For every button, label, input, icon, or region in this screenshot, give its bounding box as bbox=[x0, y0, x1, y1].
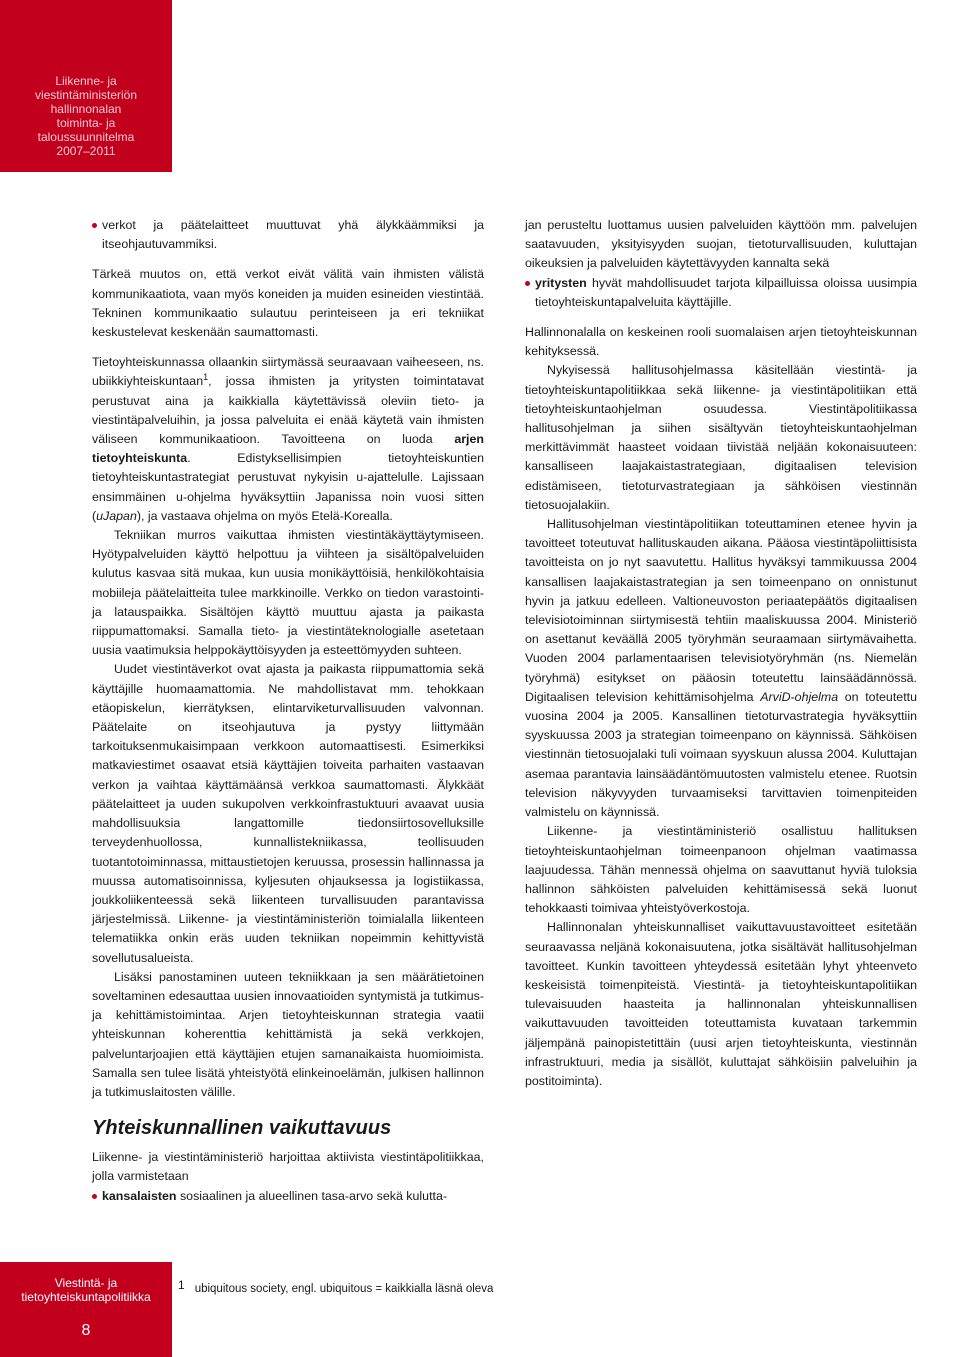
footer-line: Viestintä- ja bbox=[54, 1276, 118, 1290]
paragraph: Hallinnonalan yhteiskunnalliset vaikuttavuustavoitteet esitetään seuraavassa neljänä kokonaisuutena, jotka sisältävät hallitusohjelman tavoitteet. Kunkin tavoitteen yhteydessä esitetään lyhyt yhteenveto keskeisistä toimenpiteistä. Viestintä- ja tietoyhteiskuntapolitiikan tulevaisuuden haasteita ja hallinnonalan yhteiskunnallisen vaikuttavuuden tavoitteiden toteuttamista kuvataan tarkemmin jäljempänä painopistetittäin (uusi arjen tietoyhteiskunta, viestinnän infrastruktuuri, media ja sisällöt, kuluttajat sähköisiin palveluihin ja postitoiminta). bbox=[525, 920, 917, 1088]
bullet-item: verkot ja päätelaitteet muuttuvat yhä älykkäämmiksi ja itseohjautuvammiksi. bbox=[92, 216, 484, 254]
section-heading: Yhteiskunnallinen vaikuttavuus bbox=[92, 1117, 392, 1140]
header-line: viestintäministeriön bbox=[34, 88, 138, 102]
left-column bbox=[92, 216, 484, 1206]
header-line: toiminta- ja bbox=[56, 116, 116, 130]
paragraph: Tekniikan murros vaikuttaa ihmisten viestintäkäyttäytymiseen. Hyötypalveluiden käyttö helpottuu ja viihteen ja sisältöpalveluiden kulutus kasvaa sitä mukaa, kun uusia monikäyttöisiä, henkilökohtaisia mobiileja päätelaitteita tulee markkinoille. Verkko on tiedon varastointi- ja latauspaikka. Sisältöjen käyttö muuttuu ajasta ja paikasta riippumattomaksi. Samalla tieto- ja viestintäteknologialle asetetaan uusia vaatimuksia helppokäyttöisyyden ja esteettömyyden suhteen. bbox=[92, 528, 484, 658]
paragraph: Tietoyhteiskunnassa ollaankin siirtymässä seuraavaan vaiheeseen, ns. ubiikkiyhteiskuntaan$^1$, jossa ihmisten ja yritysten toimintatavat perustuvat aina ja kaikkialla käytettävissä oleviin tieto- ja viestintäpalveluihin, ja jossa palveluita ei enää käytetä vain ihmisten väliseen kommunikaatioon. Tavoitteena on luoda arjen tietoyhteiskunta. Edistyksellisimpien tietoyhteiskuntien tietoyhteiskuntastrategiat perustuvat nykyisin u-ajattelulle. Lajissaan ensimmäinen u-ohjelma hyväksyttiin Japanissa noin vuosi sitten (uJapan), ja vastaava ohjelma on myös Etelä-Korealla. bbox=[92, 355, 484, 523]
header-line: hallinnonalan bbox=[50, 102, 122, 116]
header-line: 2007–2011 bbox=[56, 144, 116, 158]
footnote-marker: 1 bbox=[203, 372, 209, 383]
footnote-number: 1 bbox=[178, 1278, 185, 1292]
paragraph: Liikenne- ja viestintäministeriö osallistuu hallituksen tietoyhteiskuntaohjelman toimeenpanoon ohjelman vaatimassa laajuudessa. Tähän mennessä ohjelma on saavuttanut hyviä tuloksia hallinnon sähköisten palveluiden kehittämisessä sekä luonut tehokkaasti toimivaa yhteistyöverkostoja. bbox=[525, 824, 917, 916]
footnote-text: ubiquitous society, engl. ubiquitous = kaikkialla läsnä oleva bbox=[194, 1283, 494, 1295]
page-number: 8 bbox=[81, 1322, 91, 1339]
footnote bbox=[178, 1278, 678, 1296]
bold-phrase: arjen tietoyhteiskunta bbox=[92, 432, 484, 466]
paragraph: Lisäksi panostaminen uuteen tekniikkaan ja sen määrätietoinen soveltaminen edesauttaa uusien innovaatioiden syntymistä ja tutkimus- ja kehittämistoimintaa. Arjen tietoyhteiskunnan strategia vaatii yhteiskunnan koherenttia kehittämistä ja sekä verkkojen, palveluntarjoajien että käyttäjien etujen samanaikaista huomioimista. Samalla sen tulee lisätä yhteistyötä elinkeinoelämän, julkisen hallinnon ja tutkimuslaitosten välille. bbox=[92, 969, 484, 1099]
italic-phrase: ArviD-ohjelma bbox=[760, 689, 839, 704]
right-column bbox=[525, 216, 917, 1091]
footer-line: tietoyhteiskuntapolitiikka bbox=[21, 1290, 151, 1304]
header-line: taloussuunnitelma bbox=[37, 130, 135, 144]
paragraph: Hallinnonalalla on keskeinen rooli suomalaisen arjen tietoyhteiskunnan kehityksessä. bbox=[525, 325, 917, 359]
paragraph: Nykyisessä hallitusohjelmassa käsitellään viestintä- ja tietoyhteiskuntapolitiikkaa sekä liikenne- ja viestintäpolitiikan että tietoyhteiskuntaohjelman osuudessa. Viestintäpolitiikassa hallitusohjelman ja siihen sisältyvän tietoyhteiskuntaohjelman merkittävimmät haasteet voidaan tiivistää neljään kokonaisuuteen: kansalliseen laajakaistastrategiaan, digitaalisen television edistämiseen, tietoturvastrategiaan ja sähköisen viestinnän tietosuojalakiin. bbox=[525, 363, 917, 512]
paragraph: jan perusteltu luottamus uusien palveluiden käyttöön mm. palvelujen saatavuuden, yksityisyyden suojan, tietoturvallisuuden, kuluttajan oikeuksien ja palveluiden käytettävyyden kannalta sekä bbox=[525, 218, 917, 271]
header-tab bbox=[0, 0, 172, 172]
bullet-item: yritysten hyvät mahdollisuudet tarjota kilpailluissa oloissa uusimpia tietoyhteiskuntapalveluita käyttäjille. bbox=[525, 274, 917, 312]
paragraph: Liikenne- ja viestintäministeriö harjoittaa aktiivista viestintäpolitiikkaa, jolla varmistetaan bbox=[92, 1150, 484, 1184]
italic-phrase: uJapan bbox=[96, 508, 137, 523]
paragraph: Hallitusohjelman viestintäpolitiikan toteuttaminen etenee hyvin ja tavoitteet toteutuvat hallituskauden aikana. Pääosa viestintäpoliittisista tavoitteista on jo nyt saavutettu. Hallitus hyväksyi tammikuussa 2004 kansallisen laajakaistastrategian ja sen toimeenpano on onnistunut hyvin ja jatkuu edelleen. Valtioneuvoston periaatepäätös digitaalisen televisiotoiminnan siirtymisestä tehtiin maaliskuussa 2004. Ministeriö on asettanut keväällä 2005 työryhmän seuraamaan siirtymävaihetta. Vuoden 2004 parlamentaarisen televisiotyöryhmän (ns. Niemelän työryhmä) esitykset on pääosin toteutettu lainsäädännössä. Digitaalisen television kehittämisohjelma ArviD-ohjelma on toteutettu vuosina 2004 ja 2005. Kansallinen tietoturvastrategia hyväksyttiin syyskuussa 2003 ja strategian toimeenpano on käynnissä. Sähköisen viestinnän tietosuojalaki tuli voimaan syyskuun alussa 2004. Kuluttajan asemaa parantavia lainsäädäntömuutosten valmistelu etenee. Ruotsin television näkyvyyden turvaamiseksi tarvittavien toimenpiteiden valmistelu on käynnissä. bbox=[525, 517, 917, 820]
bullet-item: kansalaisten sosiaalinen ja alueellinen tasa-arvo sekä kulutta- bbox=[92, 1187, 484, 1206]
header-line: Liikenne- ja bbox=[55, 74, 117, 88]
paragraph: Uudet viestintäverkot ovat ajasta ja paikasta riippumattomia sekä käyttäjille huomaamattomia. Ne mahdollistavat mm. tehokkaan etäopiskelun, kierrätyksen, elintarviketurvallisuuden valvonnan. Päätelaite on itseohjautuva ja pystyy liittymään tarkoituksenmukaisimpaan verkkoon automaattisesti. Esimerkiksi matkaviestimet osaavat etsiä käyttäjien toiveita parhaiten vastaavan verkon ja vaihtaa käyttämäänsä verkkoa saumattomasti. Älykkäät päätelaitteet ja uuden sukupolven verkkoinfrastuktuuri avaavat uusia mahdollisuuksia langattomille tiedonsiirtosovelluksille terveydenhuollossa, kunnallistekniikassa, teollisuuden tuotantotoiminnassa, mittaustietojen keruussa, prosessin hallinnassa ja muussa automatisoinnissa, kyljesuten ohjauksessa ja logistiikassa, joukkoliikenteessä sekä liikenteen turvallisuuden parantavissa järjestelmissä. Liikenne- ja viestintäministeriön toimialalla liikenteen telematiikka onkin eräs uuden tekniikan nopeimmin kehittyvistä sovellutusalueista. bbox=[92, 662, 484, 965]
paragraph: Tärkeä muutos on, että verkot eivät välitä vain ihmisten välistä kommunikaatiota, vaan myös koneiden ja muiden esineiden viestintää. Tekninen kommunikaatio sulautuu perinteiseen ja eri tekniikat keskustelevat keskenään saumattomasti. bbox=[92, 267, 484, 340]
footer-tab bbox=[0, 1262, 172, 1357]
